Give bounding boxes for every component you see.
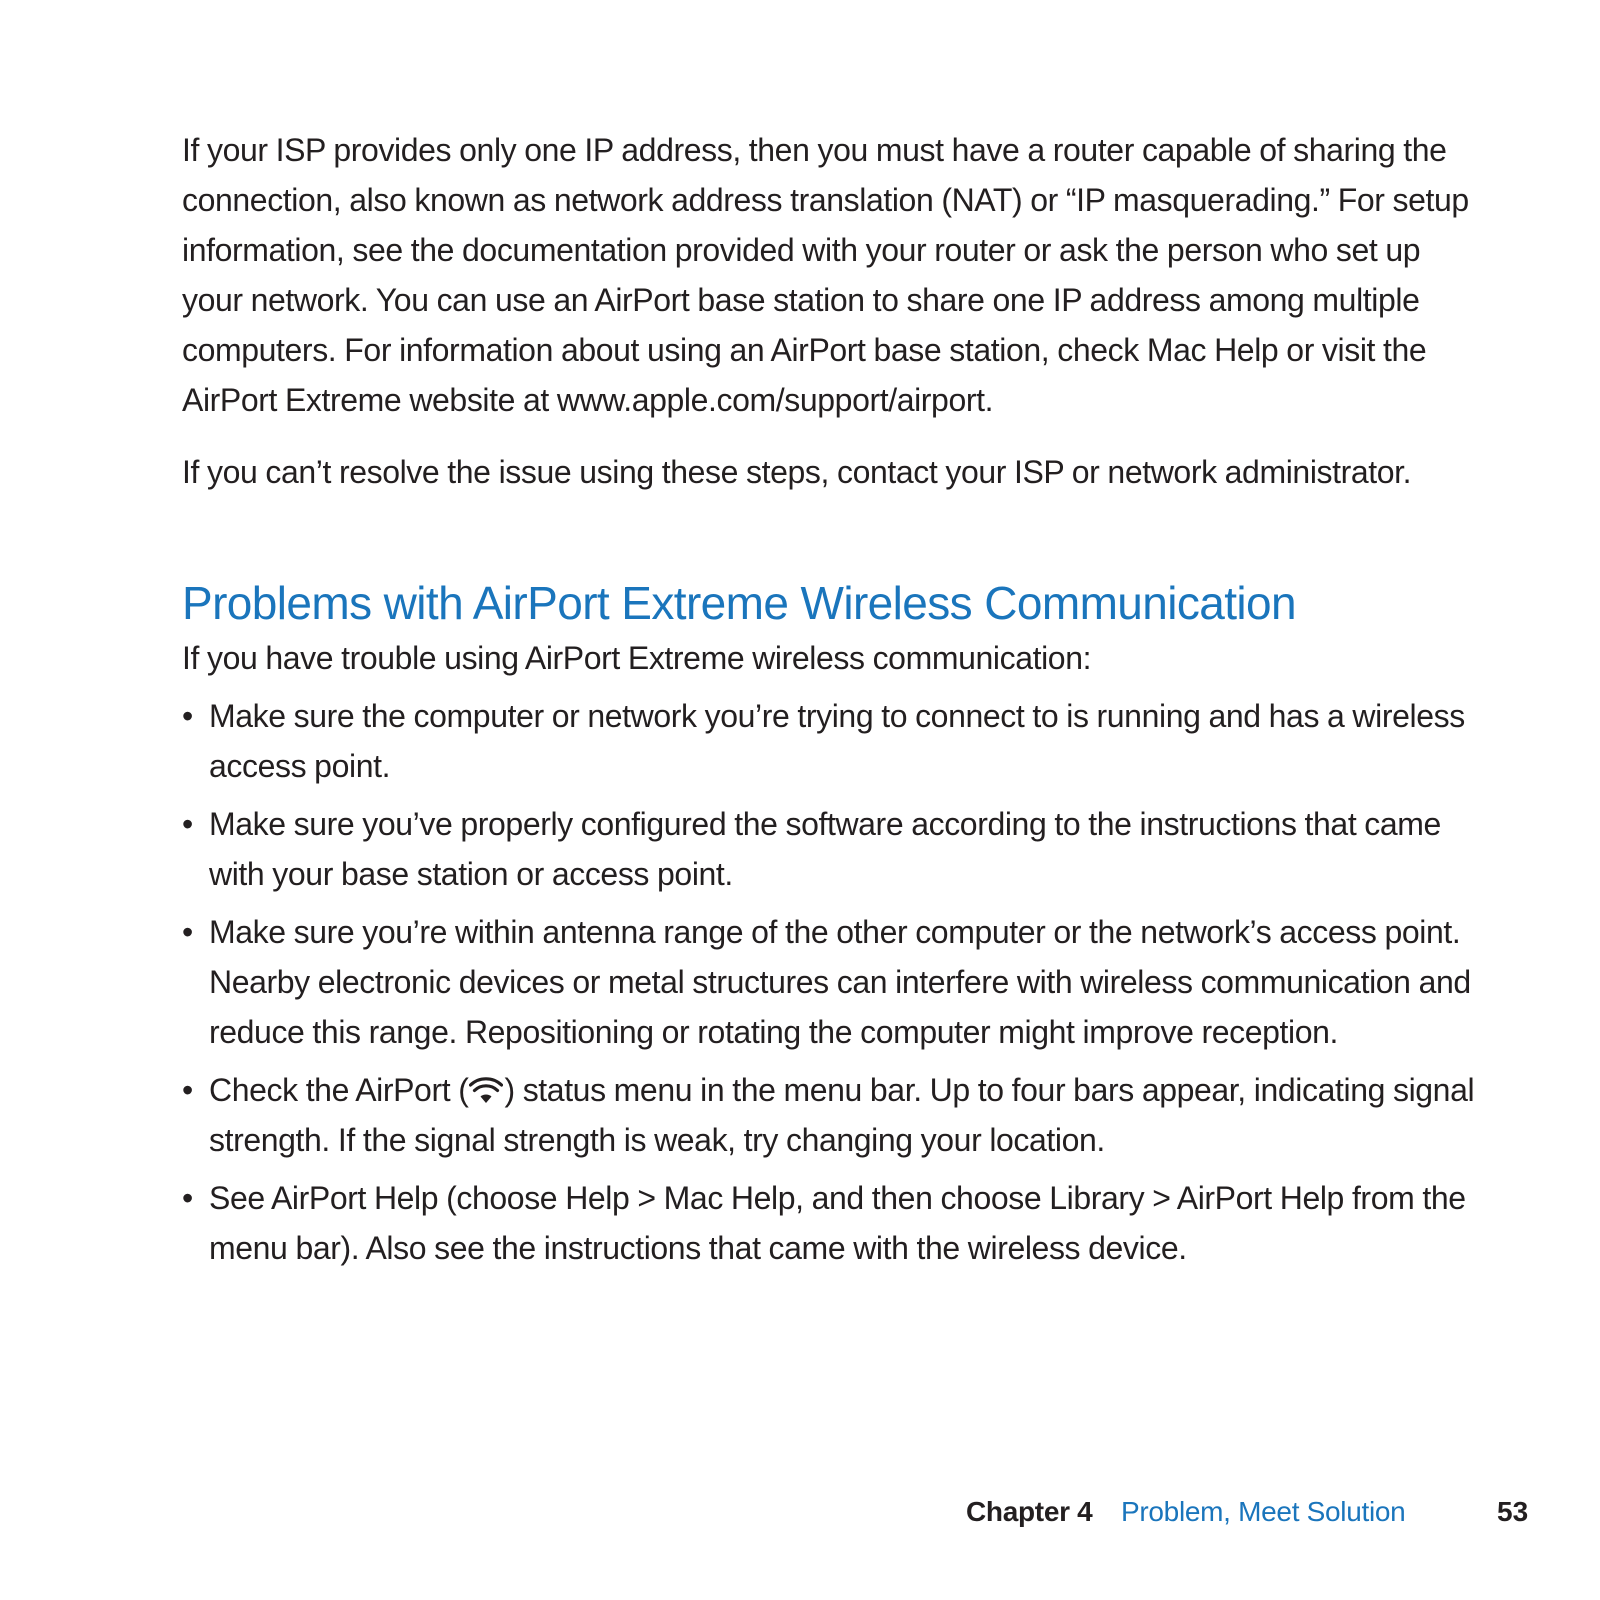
list-item bbox=[182, 691, 1482, 791]
troubleshooting-list bbox=[182, 691, 1482, 1273]
bullet-icon: • bbox=[182, 806, 193, 842]
list-item-text: See AirPort Help (choose Help > Mac Help, and then choose Library > AirPort Help from the menu bar). Also see the instructions that came with the wireless device. bbox=[209, 1180, 1466, 1266]
list-item-text-before-icon: Check the AirPort ( bbox=[209, 1072, 469, 1108]
body-paragraph-contact-isp: If you can’t resolve the issue using these steps, contact your ISP or network administrator. bbox=[182, 454, 1412, 490]
section-lead: If you have trouble using AirPort Extreme wireless communication: bbox=[182, 640, 1092, 676]
bullet-icon: • bbox=[182, 1180, 193, 1216]
list-item bbox=[182, 907, 1482, 1057]
bullet-icon: • bbox=[182, 1072, 193, 1108]
list-item-text: Make sure the computer or network you’re trying to connect to is running and has a wireless access point. bbox=[209, 698, 1465, 784]
footer-chapter-label: Chapter 4 bbox=[966, 1496, 1093, 1527]
page-content bbox=[182, 125, 1482, 1281]
bullet-icon: • bbox=[182, 914, 193, 950]
wifi-icon bbox=[469, 1077, 503, 1105]
list-item-text-after-icon: ) status menu in the menu bar. Up to four bars appear, indicating signal strength. If the signal strength is weak, try changing your location. bbox=[209, 1072, 1475, 1158]
footer-chapter-title: Problem, Meet Solution bbox=[1121, 1496, 1406, 1527]
list-item-text: Make sure you’re within antenna range of the other computer or the network’s access point. Nearby electronic devices or metal structures can interfere with wireless communication and reduce this range. Repositioning or rotating the computer might improve reception. bbox=[209, 914, 1471, 1050]
section-heading: Problems with AirPort Extreme Wireless Communication bbox=[182, 577, 1297, 629]
page-number: 53 bbox=[1497, 1496, 1529, 1527]
list-item bbox=[182, 1173, 1482, 1273]
list-item-text: Make sure you’ve properly configured the software according to the instructions that came with your base station or access point. bbox=[209, 806, 1441, 892]
page-footer bbox=[0, 1492, 1600, 1532]
list-item bbox=[182, 799, 1482, 899]
list-item bbox=[182, 1065, 1482, 1165]
body-paragraph-nat: If your ISP provides only one IP address, then you must have a router capable of sharing the connection, also known as network address translation (NAT) or “IP masquerading.” For setup information, see the documentation provided with your router or ask the person who set up your network. You can use an AirPort base station to share one IP address among multiple computers. For information about using an AirPort base station, check Mac Help or visit the AirPort Extreme website at www.apple.com/support/airport. bbox=[182, 132, 1469, 418]
bullet-icon: • bbox=[182, 698, 193, 734]
